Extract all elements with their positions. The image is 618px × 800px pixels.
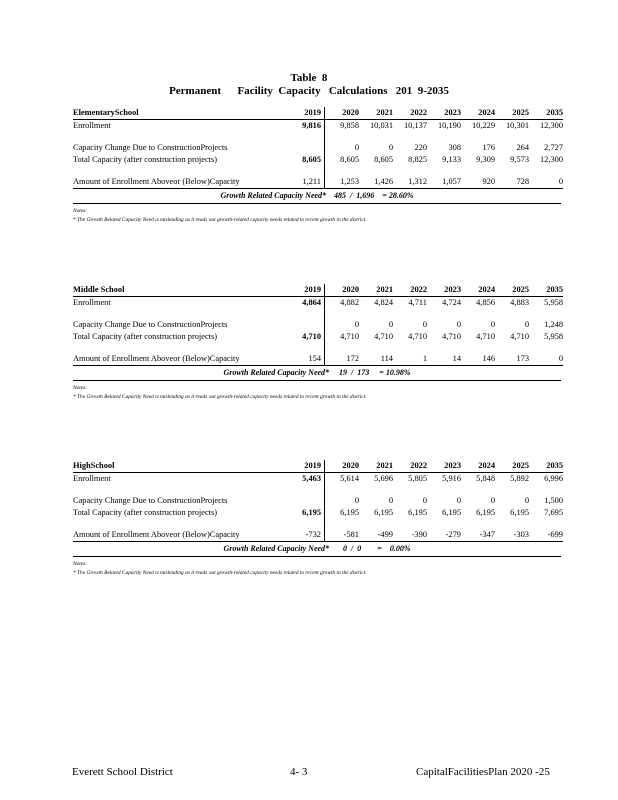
capacity-table [73, 107, 563, 189]
cell: 12,300 [539, 121, 563, 130]
cell: 10,229 [471, 121, 495, 130]
table-caption: Permanent Facility Capacity Calculations 201 9-2035 [169, 85, 449, 97]
spacer-row [73, 485, 563, 495]
table-header-row [73, 284, 563, 297]
year-header: 2035 [529, 284, 563, 297]
cell: 8,605 [374, 155, 393, 164]
year-header: 2024 [461, 460, 495, 473]
cell: -347 [461, 529, 495, 542]
cell: 173 [495, 353, 529, 366]
year-header: 2021 [359, 284, 393, 297]
note-text: * The Growth Related Capacity Need is misleading as it reads out growth-related capacity needs related to recent growth in the district. [73, 394, 367, 400]
cell: 0 [524, 320, 529, 329]
capacity-table [73, 284, 563, 366]
enrollment-label: Enrollment [73, 474, 111, 483]
table-row [73, 507, 563, 519]
above-below-label: Amount of Enrollment Aboveor (Below)Capacity [73, 529, 294, 542]
cell: 146 [461, 353, 495, 366]
above-below-label: Amount of Enrollment Aboveor (Below)Capacity [73, 353, 294, 366]
capacity-change-label: Capacity Change Due to ConstructionProjects [73, 143, 228, 152]
cell: 1,248 [544, 320, 563, 329]
cell: 4,883 [510, 298, 529, 307]
capacity-section [73, 107, 561, 225]
cell: 8,825 [408, 155, 427, 164]
enrollment-label: Enrollment [73, 298, 111, 307]
growth-related-capacity-need: Growth Related Capacity Need* 485 / 1,696 = 28.60% [73, 189, 561, 204]
cell: 9,858 [340, 121, 359, 130]
year-header: 2022 [393, 460, 427, 473]
cell: 0 [529, 353, 563, 366]
notes [73, 384, 561, 402]
table-header-row [73, 460, 563, 473]
cell: 4,710 [510, 332, 529, 341]
cell: 10,031 [369, 121, 393, 130]
year-header: 2021 [359, 107, 393, 120]
year-header: 2019 [294, 460, 325, 473]
cell: 9,133 [442, 155, 461, 164]
cell: 6,195 [340, 508, 359, 517]
total-capacity-label: Total Capacity (after construction projects) [73, 508, 218, 517]
cell: -303 [495, 529, 529, 542]
cell: 0 [490, 320, 495, 329]
table-row [73, 529, 563, 542]
year-header: 2024 [461, 284, 495, 297]
cell: 1,057 [427, 176, 461, 189]
cell: 5,916 [442, 474, 461, 483]
footer-plan-title: CapitalFacilitiesPlan 2020 -25 [416, 766, 550, 778]
cell: 5,848 [476, 474, 495, 483]
notes-label: Notes: [73, 561, 88, 567]
notes [73, 207, 561, 225]
cell: 154 [294, 353, 325, 366]
table-header-row [73, 107, 563, 120]
year-header: 2022 [393, 284, 427, 297]
cell: 1,253 [325, 176, 360, 189]
year-header: 2035 [529, 107, 563, 120]
school-level-label: ElementarySchool [73, 107, 294, 120]
year-header: 2025 [495, 107, 529, 120]
spacer-row [73, 166, 563, 176]
cell: 6,195 [442, 508, 461, 517]
table-number: Table 8 [290, 72, 328, 84]
cell: -732 [294, 529, 325, 542]
cell: 0 [354, 496, 359, 505]
cell: 1,500 [544, 496, 563, 505]
table-row [73, 319, 563, 331]
spacer-row [73, 132, 563, 142]
cell: 4,710 [294, 331, 325, 343]
cell: 0 [354, 320, 359, 329]
cell: 9,816 [294, 120, 325, 133]
year-header: 2023 [427, 284, 461, 297]
table-row [73, 473, 563, 486]
capacity-section [73, 284, 561, 402]
cell: 10,137 [403, 121, 427, 130]
cell: 0 [388, 496, 393, 505]
cell: 4,710 [340, 332, 359, 341]
cell: 8,605 [340, 155, 359, 164]
cell: 2,727 [544, 143, 563, 152]
year-header: 2020 [325, 460, 360, 473]
note-text: * The Growth Related Capacity Need is misleading as it reads out growth-related capacity needs related to recent growth in the district. [73, 217, 367, 223]
cell: -581 [325, 529, 360, 542]
year-header: 2023 [427, 460, 461, 473]
table-row [73, 120, 563, 133]
cell: 0 [529, 176, 563, 189]
spacer-row [73, 519, 563, 529]
year-header: 2020 [325, 284, 360, 297]
capacity-change-label: Capacity Change Due to ConstructionProjects [73, 320, 228, 329]
cell: 264 [516, 143, 529, 152]
year-header: 2020 [325, 107, 360, 120]
cell: 4,864 [294, 297, 325, 310]
year-header: 2035 [529, 460, 563, 473]
cell: 1,312 [393, 176, 427, 189]
notes-label: Notes: [73, 208, 88, 214]
year-header: 2019 [294, 107, 325, 120]
growth-related-capacity-need: Growth Related Capacity Need* 19 / 173 = 10.98% [73, 366, 561, 381]
note-text: * The Growth Related Capacity Need is misleading as it reads out growth-related capacity needs related to recent growth in the district. [73, 570, 367, 576]
cell: 6,195 [374, 508, 393, 517]
cell [294, 495, 325, 507]
cell: 0 [354, 143, 359, 152]
cell: 10,190 [437, 121, 461, 130]
table-row [73, 176, 563, 189]
year-header: 2024 [461, 107, 495, 120]
cell: 5,463 [294, 473, 325, 486]
cell: 5,958 [544, 298, 563, 307]
cell: 4,724 [442, 298, 461, 307]
cell: 4,711 [408, 298, 427, 307]
table-row [73, 331, 563, 343]
cell: 7,695 [544, 508, 563, 517]
enrollment-label: Enrollment [73, 121, 111, 130]
cell: 4,824 [374, 298, 393, 307]
footer-district: Everett School District [72, 766, 173, 778]
cell: 14 [427, 353, 461, 366]
spacer-row [73, 343, 563, 353]
table-row [73, 154, 563, 166]
cell: 4,856 [476, 298, 495, 307]
cell: 0 [490, 496, 495, 505]
spacer-row [73, 309, 563, 319]
cell: 172 [325, 353, 360, 366]
cell: 6,195 [294, 507, 325, 519]
cell: 4,710 [442, 332, 461, 341]
cell: 4,882 [340, 298, 359, 307]
year-header: 2021 [359, 460, 393, 473]
cell: 1 [393, 353, 427, 366]
cell: 0 [524, 496, 529, 505]
cell: 0 [388, 320, 393, 329]
growth-related-capacity-need: Growth Related Capacity Need* 0 / 0 = 0.00% [73, 542, 561, 557]
capacity-table [73, 460, 563, 542]
cell: -390 [393, 529, 427, 542]
school-level-label: Middle School [73, 284, 294, 297]
capacity-change-label: Capacity Change Due to ConstructionProjects [73, 496, 228, 505]
cell: 12,300 [539, 155, 563, 164]
cell: 4,710 [408, 332, 427, 341]
total-capacity-label: Total Capacity (after construction projects) [73, 332, 218, 341]
year-header: 2019 [294, 284, 325, 297]
cell: 5,614 [340, 474, 359, 483]
year-header: 2025 [495, 460, 529, 473]
cell: 0 [388, 143, 393, 152]
cell: 9,573 [510, 155, 529, 164]
capacity-section [73, 460, 561, 578]
cell: -279 [427, 529, 461, 542]
notes-label: Notes: [73, 385, 88, 391]
table-row [73, 353, 563, 366]
cell: 5,892 [510, 474, 529, 483]
cell: 5,696 [374, 474, 393, 483]
above-below-label: Amount of Enrollment Aboveor (Below)Capacity [73, 176, 294, 189]
year-header: 2022 [393, 107, 427, 120]
table-row [73, 495, 563, 507]
school-level-label: HighSchool [73, 460, 294, 473]
year-header: 2023 [427, 107, 461, 120]
cell [294, 319, 325, 331]
notes [73, 560, 561, 578]
cell: 10,301 [505, 121, 529, 130]
footer-page-number: 4- 3 [290, 766, 308, 778]
cell: 0 [456, 496, 461, 505]
cell: 0 [456, 320, 461, 329]
cell: 308 [448, 143, 461, 152]
cell: 0 [422, 320, 427, 329]
cell: -499 [359, 529, 393, 542]
cell: -699 [529, 529, 563, 542]
cell: 4,710 [374, 332, 393, 341]
table-row [73, 297, 563, 310]
cell: 9,309 [476, 155, 495, 164]
cell: 6,195 [408, 508, 427, 517]
cell: 176 [482, 143, 495, 152]
cell: 5,958 [544, 332, 563, 341]
year-header: 2025 [495, 284, 529, 297]
table-row [73, 142, 563, 154]
page-title [0, 72, 618, 98]
cell: 6,195 [510, 508, 529, 517]
cell: 1,426 [359, 176, 393, 189]
cell: 0 [422, 496, 427, 505]
cell: 6,996 [544, 474, 563, 483]
cell: 8,605 [294, 154, 325, 166]
cell: 220 [414, 143, 427, 152]
cell: 1,211 [294, 176, 325, 189]
cell: 114 [359, 353, 393, 366]
cell: 920 [461, 176, 495, 189]
cell: 4,710 [476, 332, 495, 341]
cell: 6,195 [476, 508, 495, 517]
cell [294, 142, 325, 154]
cell: 728 [495, 176, 529, 189]
total-capacity-label: Total Capacity (after construction projects) [73, 155, 218, 164]
cell: 5,805 [408, 474, 427, 483]
